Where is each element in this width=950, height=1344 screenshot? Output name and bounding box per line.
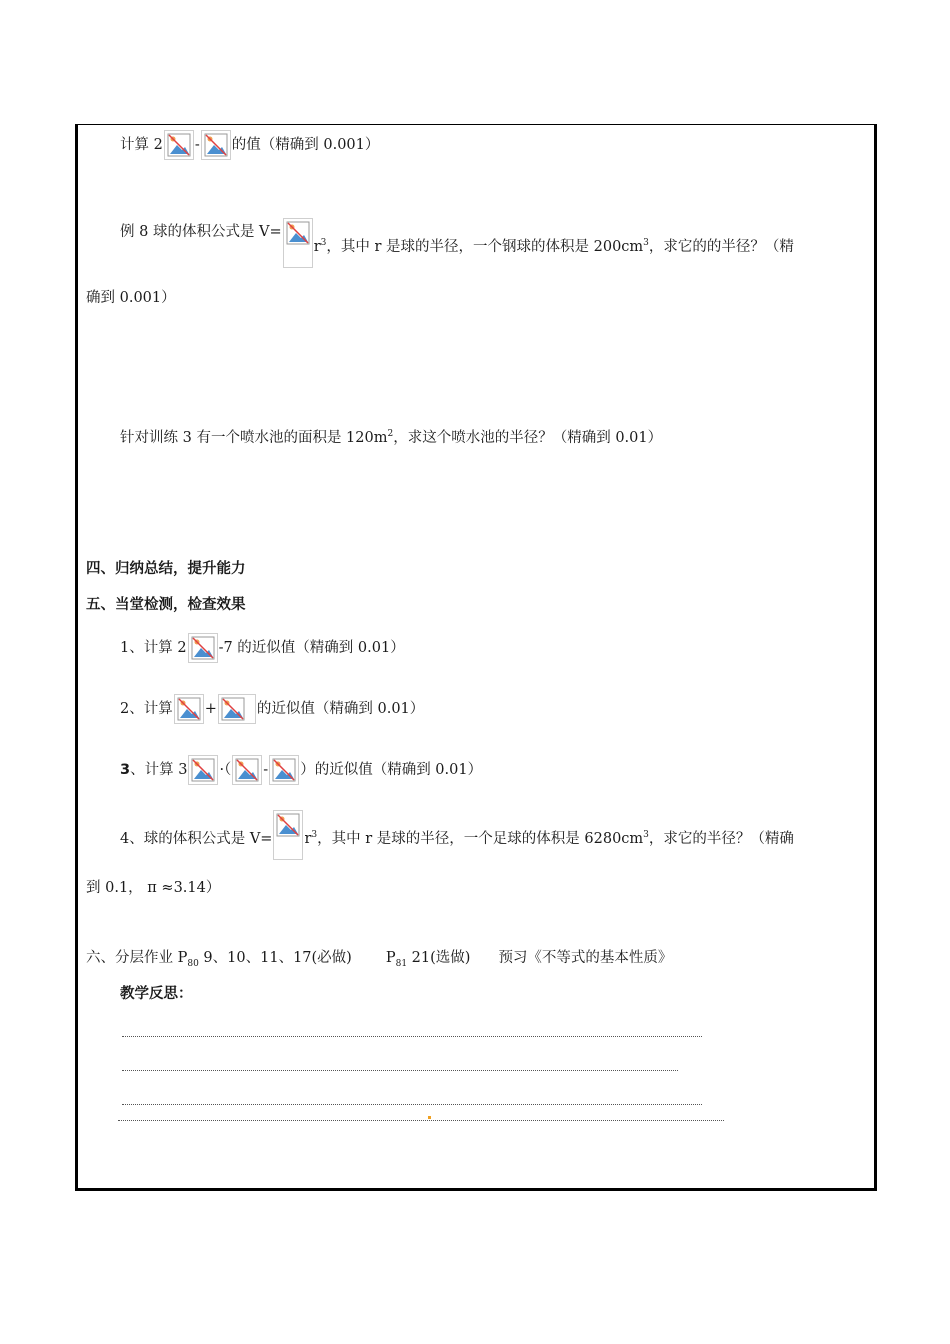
training3-suffix: ，求这个喷水池的半径？（精确到 0.01） (393, 429, 663, 446)
section6-p2-rest: 21(选做) (407, 950, 471, 966)
item4-prefix: 4、球的体积公式是 V= (120, 830, 273, 847)
section-5-heading: 五、当堂检测，检查效果 (86, 597, 246, 613)
item3-number: 3 (120, 762, 131, 778)
broken-image-icon (164, 130, 194, 160)
broken-image-icon (273, 810, 303, 860)
section-6-homework (86, 948, 672, 974)
section6-p2: P (385, 950, 396, 966)
item4-line2: 到 0.1， π ≈3.14） (86, 880, 221, 896)
exercise-3 (120, 755, 482, 785)
item2-prefix: 2、计算 (120, 701, 173, 717)
example8-suffix: ，求它的的半径？（精 (648, 238, 794, 255)
item3-operator: - (263, 762, 269, 778)
exercise-2 (120, 694, 424, 724)
example8-r: r (313, 238, 321, 255)
broken-image-icon (283, 218, 313, 268)
section6-prefix: 六、分层作业 P (86, 950, 188, 966)
exercise-1 (120, 633, 405, 663)
broken-image-icon (232, 755, 262, 785)
reflection-line (118, 1120, 724, 1121)
section6-p1-sub: 80 (187, 958, 199, 969)
item3-prefix: 、计算 3 (130, 762, 188, 778)
section6-p1-rest: 9、10、11、17(必做) (198, 950, 352, 966)
example8-unit-exp: 3 (643, 238, 649, 248)
item3-mid: ·（ (219, 762, 232, 778)
item2-suffix: 的近似值（精确到 0.01） (256, 701, 425, 717)
calc-operator: - (194, 137, 200, 153)
calc-suffix: 的值（精确到 0.001） (231, 137, 380, 153)
example8-prefix: 例 8 球的体积公式是 V= (120, 223, 282, 240)
section6-p2-sub: 81 (395, 958, 408, 969)
training-3 (120, 424, 662, 448)
item1-suffix: -7 的近似值（精确到 0.01） (218, 640, 405, 656)
broken-image-icon (269, 755, 299, 785)
broken-image-icon (201, 130, 231, 160)
example8-middle: ，其中 r 是球的半径，一个钢球的体积是 200cm (326, 238, 644, 255)
item4-suffix: ，求它的半径？（精确 (648, 830, 794, 847)
reflection-line (122, 1104, 702, 1105)
example-8 (120, 218, 794, 268)
item4-exp: 3 (311, 830, 318, 840)
item3-suffix: ）的近似值（精确到 0.01） (300, 762, 483, 778)
item4-middle: ，其中 r 是球的半径，一个足球的体积是 6280cm (317, 830, 644, 847)
item4-unit-exp: 3 (643, 830, 649, 840)
section6-preview: 预习《不等式的基本性质》 (498, 950, 673, 966)
exercise-4 (120, 810, 794, 860)
training3-unit-exp: 2 (387, 429, 394, 439)
example8-line2: 确到 0.001） (86, 290, 176, 306)
item4-r: r (304, 830, 312, 847)
training3-prefix: 针对训练 3 有一个喷水池的面积是 120m (120, 429, 388, 446)
calc-question (120, 130, 379, 160)
broken-image-icon (188, 755, 218, 785)
accent-dot (428, 1116, 431, 1119)
reflection-label: 教学反思： (120, 986, 193, 1002)
example8-exp: 3 (320, 238, 327, 248)
calc-prefix: 计算 2 (120, 137, 163, 153)
broken-image-icon (174, 694, 204, 724)
reflection-line (122, 1070, 678, 1071)
reflection-line (122, 1036, 702, 1037)
broken-image-icon (188, 633, 218, 663)
item1-prefix: 1、计算 2 (120, 640, 187, 656)
item2-operator: + (204, 701, 217, 717)
broken-image-icon (218, 694, 256, 724)
section-4-heading: 四、归纳总结，提升能力 (86, 561, 246, 577)
